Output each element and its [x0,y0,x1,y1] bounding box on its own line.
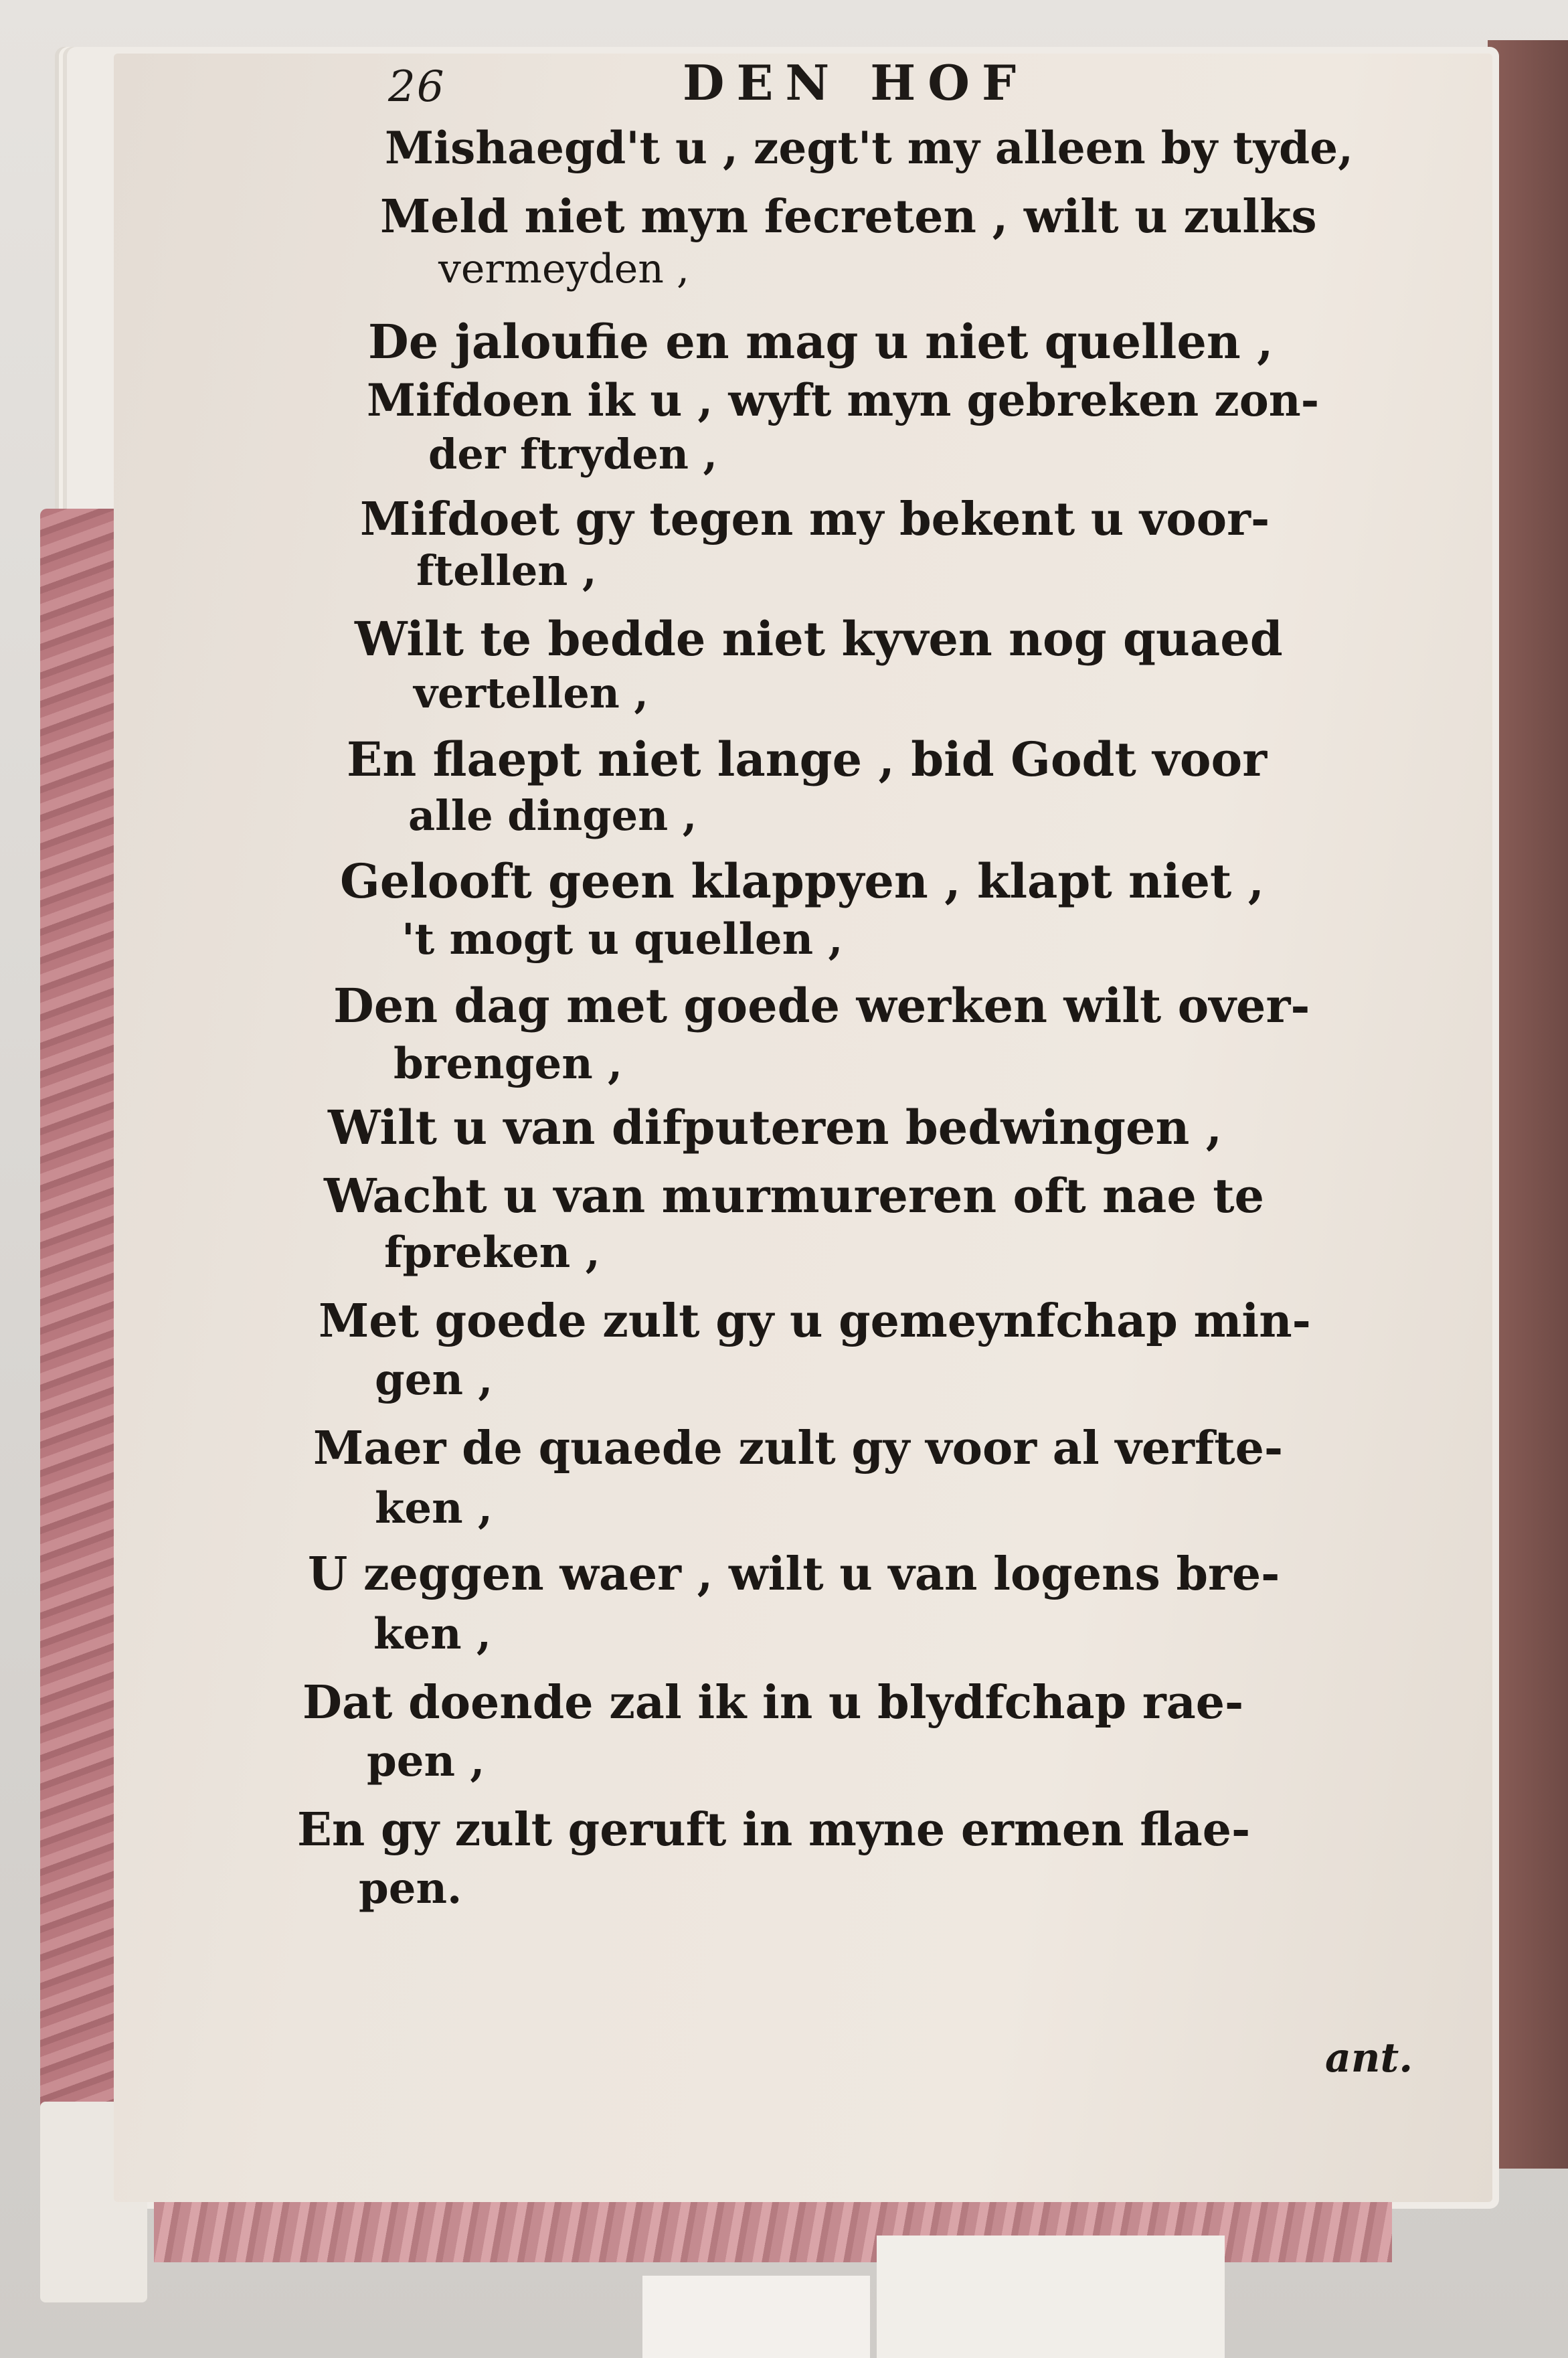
text-line: Meld niet myn fecreten , wilt u zulks [380,190,1317,244]
text-line: En gy zult geruft in myne ermen flae- [297,1803,1251,1857]
text-line: der ftryden , [428,430,718,479]
text-line: Mishaegd't u , zegt't my alleen by tyde, [385,122,1354,174]
catchword: ant. [1325,2035,1413,2082]
text-line: vermeyden , [438,246,690,292]
text-line: Mifdoen ik u , wyft myn gebreken zon- [367,374,1320,426]
text-line: 't mogt u quellen , [402,914,843,964]
text-line: fpreken , [384,1228,600,1278]
text-line: pen , [367,1736,485,1786]
text-line: Gelooft geen klappyen , klapt niet , [340,853,1265,909]
text-line: Wilt te bedde niet kyven nog quaed [355,611,1283,667]
text-line: Maer de quaede zult gy voor al verfte- [313,1422,1284,1475]
text-line: pen. [359,1863,462,1914]
text-line: ftellen , [416,546,597,595]
running-head: DEN HOF [683,54,1029,111]
text-line: brengen , [394,1039,623,1089]
text-line: gen , [375,1355,493,1405]
page-number: 26 [388,62,446,112]
text-line: Mifdoet gy tegen my bekent u voor- [360,493,1270,546]
text-line: alle dingen , [408,791,697,840]
text-line: Met goede zult gy u gemeynfchap min- [319,1294,1311,1348]
text-line: Den dag met goede werken wilt over- [333,978,1310,1033]
text-line: De jaloufie en mag u niet quellen , [368,314,1274,369]
text-line: Dat doende zal ik in u blydfchap rae- [302,1676,1244,1730]
text-line: Wilt u van difputeren bedwingen , [328,1100,1223,1155]
text-line: vertellen , [414,669,649,718]
text-line: ken , [375,1483,493,1533]
text-line: ken , [373,1609,492,1659]
text-line: Wacht u van murmureren oft nae te [324,1168,1265,1224]
text-line: U zeggen waer , wilt u van logens bre- [308,1547,1280,1601]
text-line: En flaept niet lange , bid Godt voor [347,732,1268,787]
